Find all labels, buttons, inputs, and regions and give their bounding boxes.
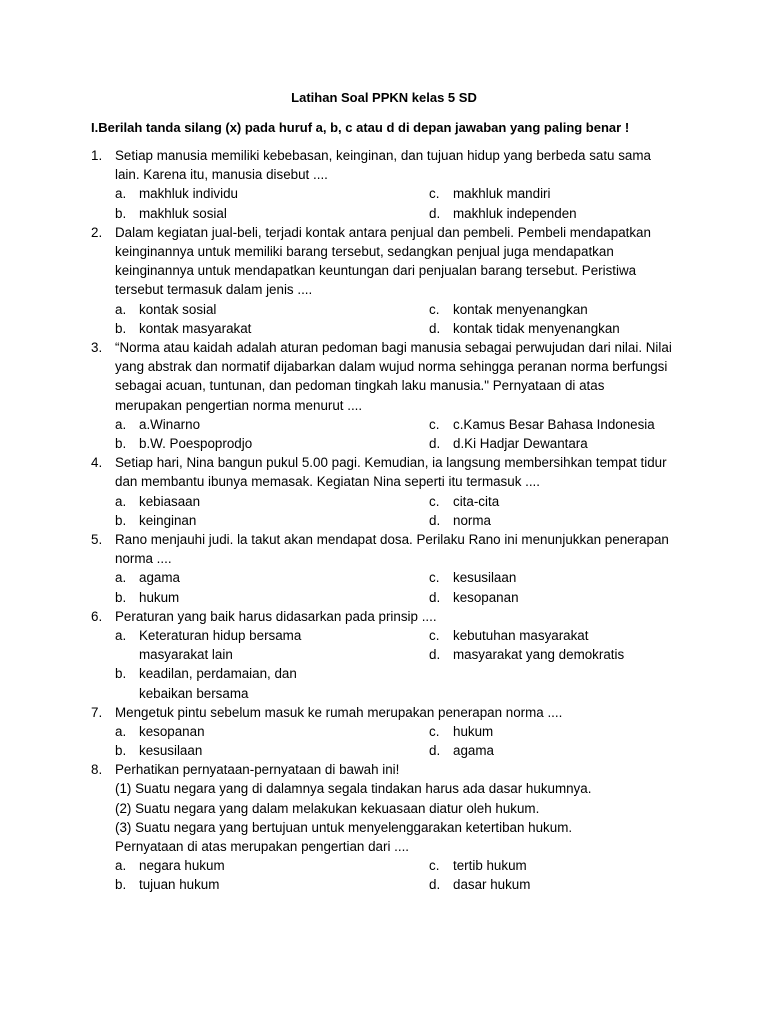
page-title: Latihan Soal PPKN kelas 5 SD	[291, 90, 477, 105]
question-2	[0, 223, 768, 338]
question-8	[0, 760, 768, 894]
statement-3: (3) Suatu negara yang bertujuan untuk menyelenggarakan ketertiban hukum.	[115, 819, 573, 835]
options: a. kebiasaan c. cita-cita b. keinginan d. norma	[115, 493, 500, 528]
question-3	[0, 338, 768, 453]
question-number: 7.	[91, 704, 103, 720]
question-number: 4.	[91, 455, 103, 471]
options: a. makhluk individu c. makhluk mandiri b. makhluk sosial d. makhluk independen	[115, 186, 577, 221]
question-4	[0, 453, 768, 530]
question-text: Setiap hari, Nina bangun pukul 5.00 pagi. Kemudian, ia langsung membersihkan tempat tidur dan membantu ibunya memasak. Kegiatan Nina seperti itu termasuk ....	[115, 455, 667, 490]
question-prompt: Pernyataan di atas merupakan pengertian dari ....	[115, 839, 410, 855]
options: a. negara hukum c. tertib hukum b. tujuan hukum d. dasar hukum	[115, 858, 531, 893]
question-1	[0, 146, 768, 223]
question-text: Dalam kegiatan jual-beli, terjadi kontak antara penjual dan pembeli. Pembeli mendapatkan keinginannya untuk memiliki barang tersebut, sedangkan penjual juga mendapatkan keinginannya untuk mendapatkan keuntungan dari penjualan barang tersebut. Peristiwa tersebut termasuk dalam jenis ....	[115, 224, 651, 298]
question-6	[0, 607, 768, 703]
statement-1: (1) Suatu negara yang di dalamnya segala tindakan harus ada dasar hukumnya.	[115, 781, 592, 797]
question-text: Setiap manusia memiliki kebebasan, keinginan, dan tujuan hidup yang berbeda satu sama lain. Karena itu, manusia disebut ....	[115, 148, 651, 183]
question-number: 2.	[91, 224, 103, 240]
options: a. Keteraturan hidup bersama masyarakat lain c. kebutuhan masyarakat d. masyarakat yang demokratis b. keadilan, perdamaian, dan kebaikan bersama	[115, 627, 625, 701]
options: a. a.Winarno c. c.Kamus Besar Bahasa Indonesia b. b.W. Poespoprodjo d. d.Ki Hadjar Dewantara	[115, 416, 655, 451]
question-number: 8.	[91, 762, 103, 778]
instruction-text: I.Berilah tanda silang (x) pada huruf a, b, c atau d di depan jawaban yang paling benar !	[91, 120, 630, 135]
question-number: 5.	[91, 531, 103, 547]
question-7	[0, 703, 768, 761]
options: a. kesopanan c. hukum b. kesusilaan d. agama	[115, 723, 494, 759]
options: a. agama c. kesusilaan b. hukum d. kesopanan	[115, 570, 519, 605]
question-text: Mengetuk pintu sebelum masuk ke rumah merupakan penerapan norma ....	[115, 704, 563, 720]
question-text: Peraturan yang baik harus didasarkan pada prinsip ....	[115, 608, 437, 624]
question-5	[0, 530, 768, 607]
question-number: 6.	[91, 608, 103, 624]
question-number: 1.	[91, 148, 103, 163]
question-list	[0, 146, 768, 895]
question-number: 3.	[91, 339, 103, 355]
question-text: Rano menjauhi judi. la takut akan mendapat dosa. Perilaku Rano ini menunjukkan penerapan norma ....	[115, 531, 669, 567]
question-text: “Norma atau kaidah adalah aturan pedoman bagi manusia sebagai perwujudan dari nilai. Nilai yang abstrak dan normatif dijabarkan dalam wujud norma sehingga peranan norma berfungsi sebagai acuan, tuntunan, dan pedoman tingkah laku manusia." Pernyataan di atas merupakan pengertian norma menurut ....	[115, 339, 672, 413]
question-text: Perhatikan pernyataan-pernyataan di bawah ini!	[115, 762, 400, 778]
statement-2: (2) Suatu negara yang dalam melakukan kekuasaan diatur oleh hukum.	[115, 800, 540, 816]
options: a. kontak sosial c. kontak menyenangkan b. kontak masyarakat d. kontak tidak menyenangkan	[115, 301, 620, 336]
